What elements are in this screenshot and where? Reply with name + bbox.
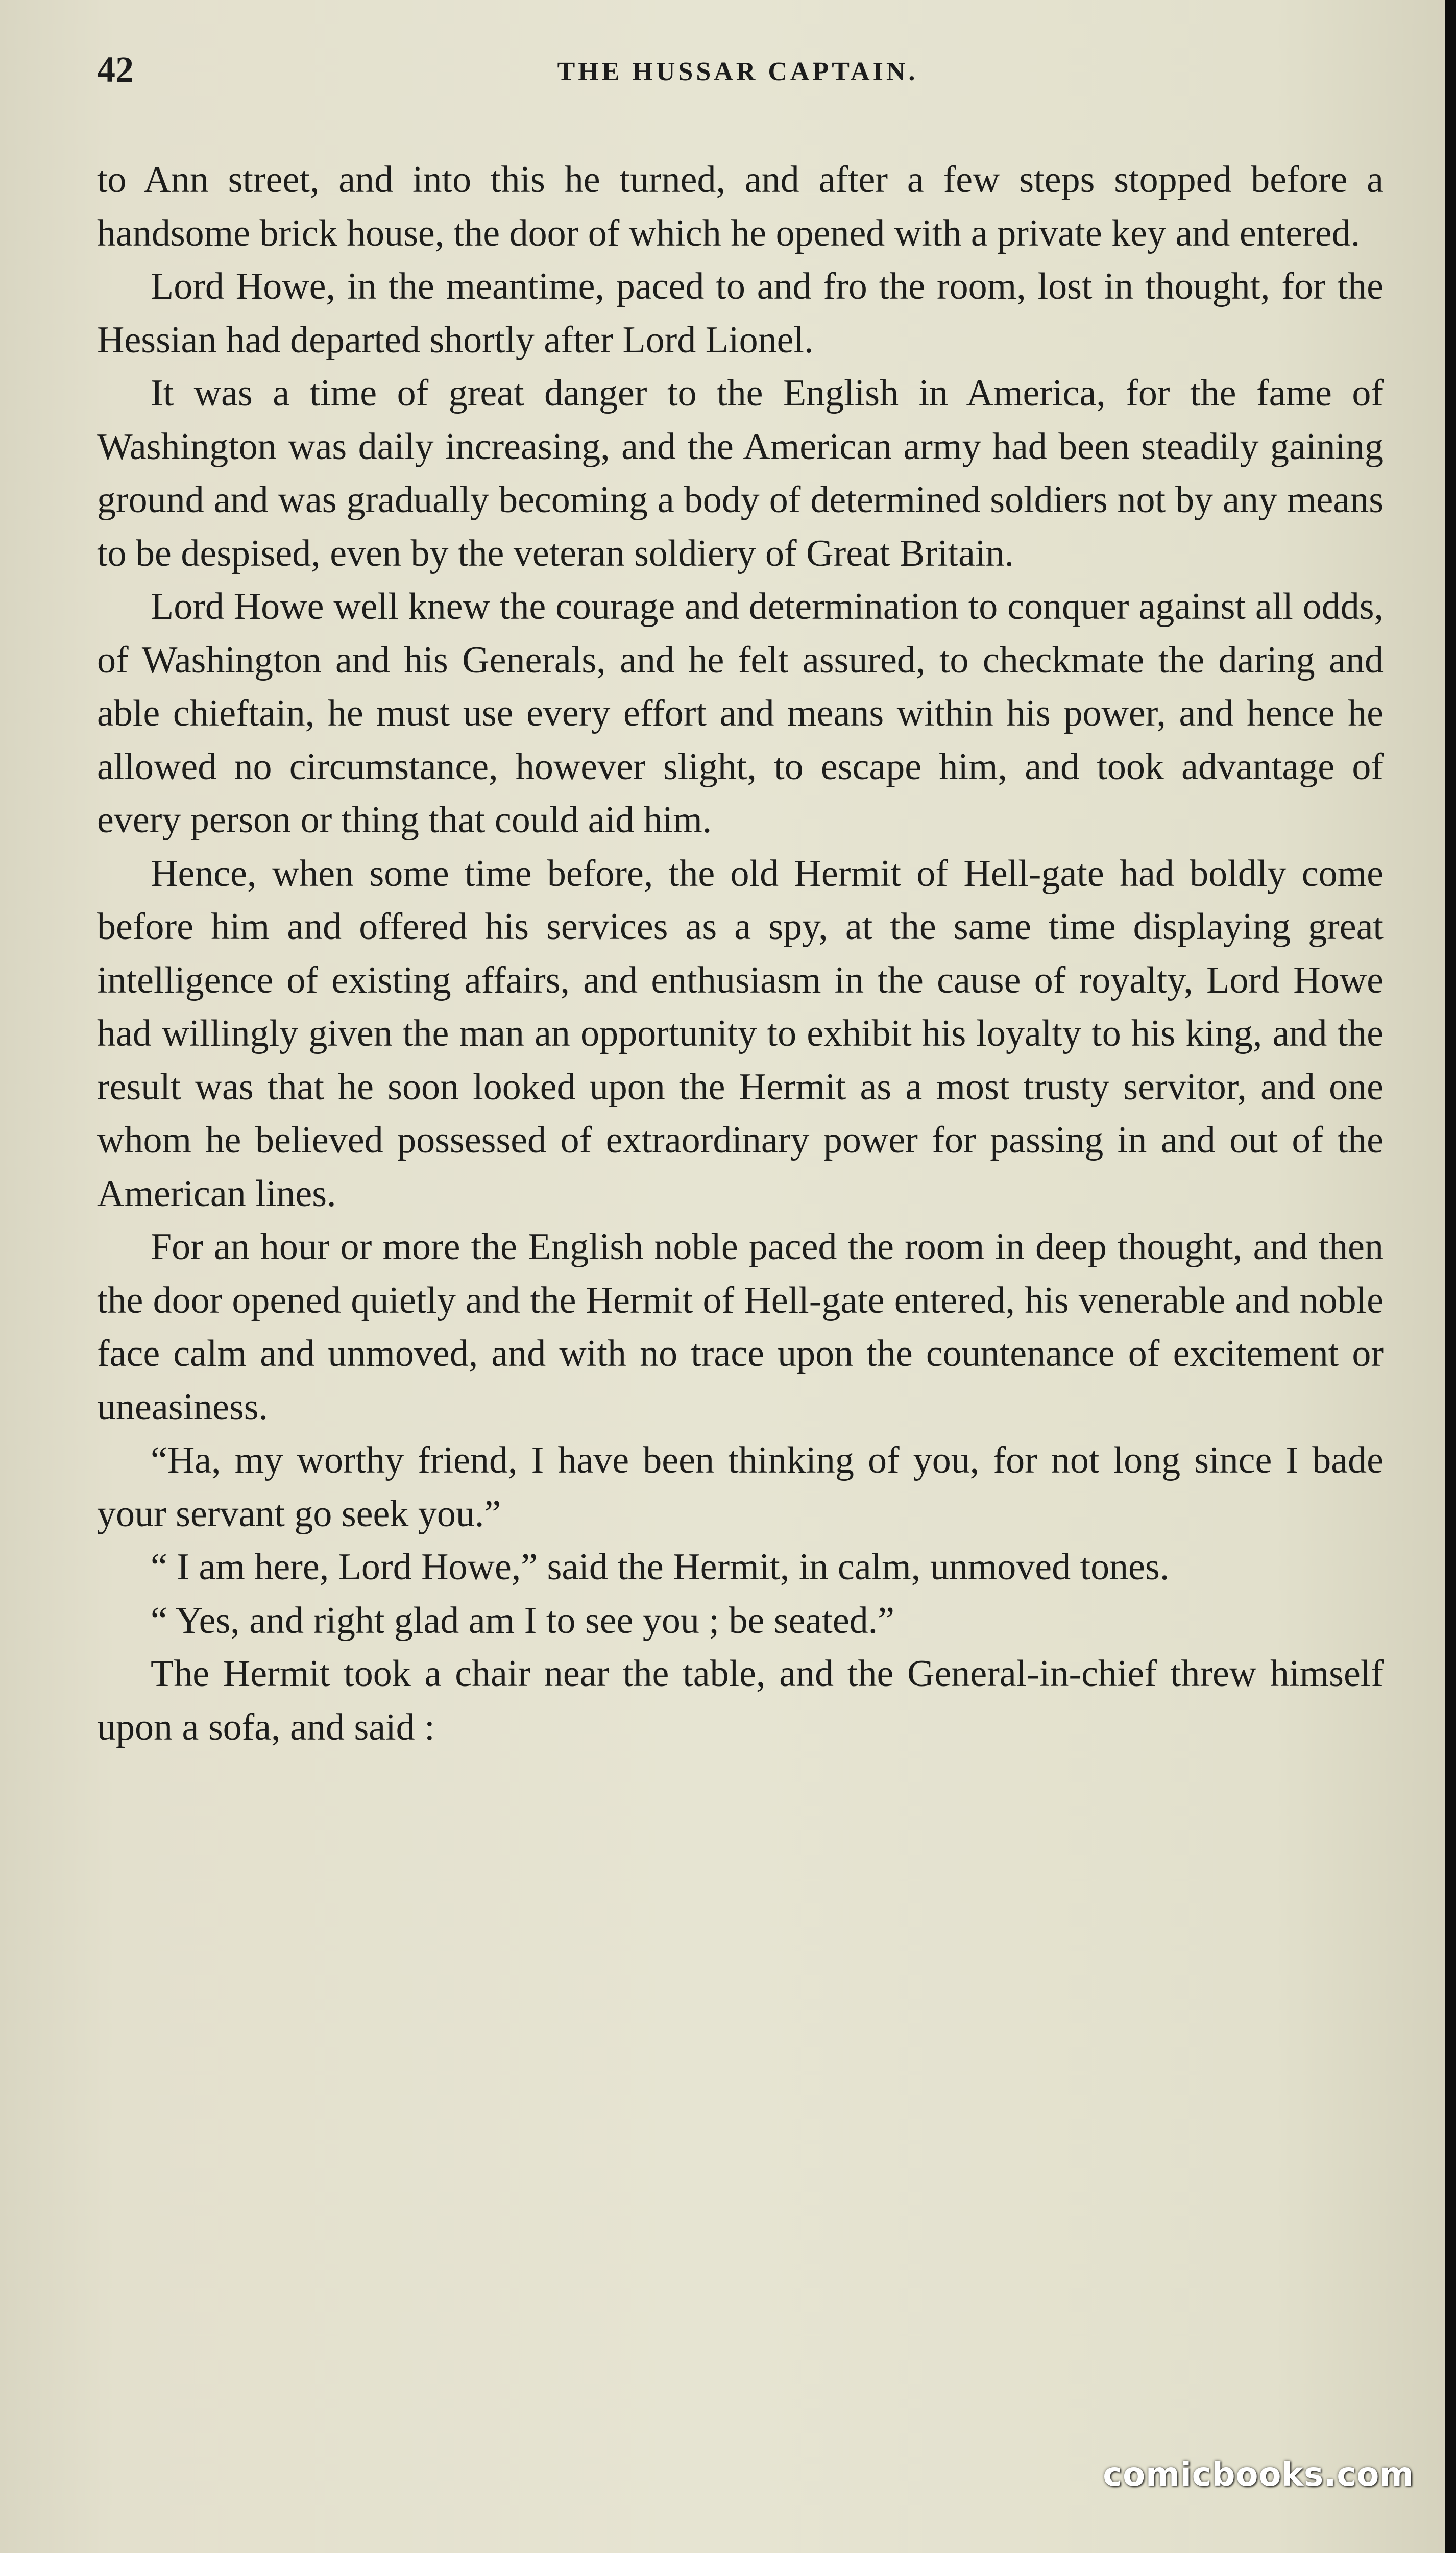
paragraph-4: Lord Howe well knew the courage and determination to conquer against all odds, of Washington and his Generals, and he felt assured, to checkmate the daring and able chieftain, he must use every effort and means within his power, and hence he allowed no circumstance, however slight, to escape him, and took advantage of every person or thing that could aid him. (97, 586, 1384, 841)
paragraph-1: to Ann street, and into this he turned, and after a few steps stopped before a handsome brick house, the door of which he opened with a private key and entered. (97, 159, 1384, 254)
paragraph-8: “ I am here, Lord Howe,” said the Hermit, in calm, unmoved tones. (151, 1546, 1170, 1588)
paragraph-7: “Ha, my worthy friend, I have been thinking of you, for not long since I bade your servant go seek you.” (97, 1439, 1384, 1535)
paragraph-9: “ Yes, and right glad am I to see you ; be seated.” (151, 1599, 895, 1642)
page-number: 42 (97, 49, 134, 90)
paragraph-3: It was a time of great danger to the English in America, for the fame of Washington was daily increasing, and the American army had been steadily gaining ground and was gradually becoming a body of determined soldiers not by any means to be despised, even by the veteran soldiery of Great Britain. (97, 372, 1384, 574)
body-text (97, 153, 1384, 1754)
page-edge (1445, 0, 1456, 2553)
paragraph-10: The Hermit took a chair near the table, and the General-in-chief threw himself upon a sofa, and said : (97, 1653, 1384, 1748)
running-title: THE HUSSAR CAPTAIN. (557, 57, 918, 86)
paragraph-6: For an hour or more the English noble paced the room in deep thought, and then the door opened quietly and the Hermit of Hell-gate entered, his venerable and noble face calm and unmoved, and with no trace upon the countenance of excitement or uneasiness. (97, 1226, 1384, 1428)
paragraph-2: Lord Howe, in the meantime, paced to and fro the room, lost in thought, for the Hessian had departed shortly after Lord Lionel. (97, 266, 1384, 361)
watermark: comicbooks.com (1103, 2456, 1414, 2494)
running-head (97, 49, 1378, 100)
paragraph-5: Hence, when some time before, the old Hermit of Hell-gate had boldly come before him and offered his services as a spy, at the same time displaying great intelligence of existing affairs, and enthusiasm in the cause of royalty, Lord Howe had willingly given the man an opportunity to exhibit his loyalty to his king, and the result was that he soon looked upon the Hermit as a most trusty servitor, and one whom he believed possessed of extraordinary power for passing in and out of the American lines. (97, 852, 1384, 1215)
